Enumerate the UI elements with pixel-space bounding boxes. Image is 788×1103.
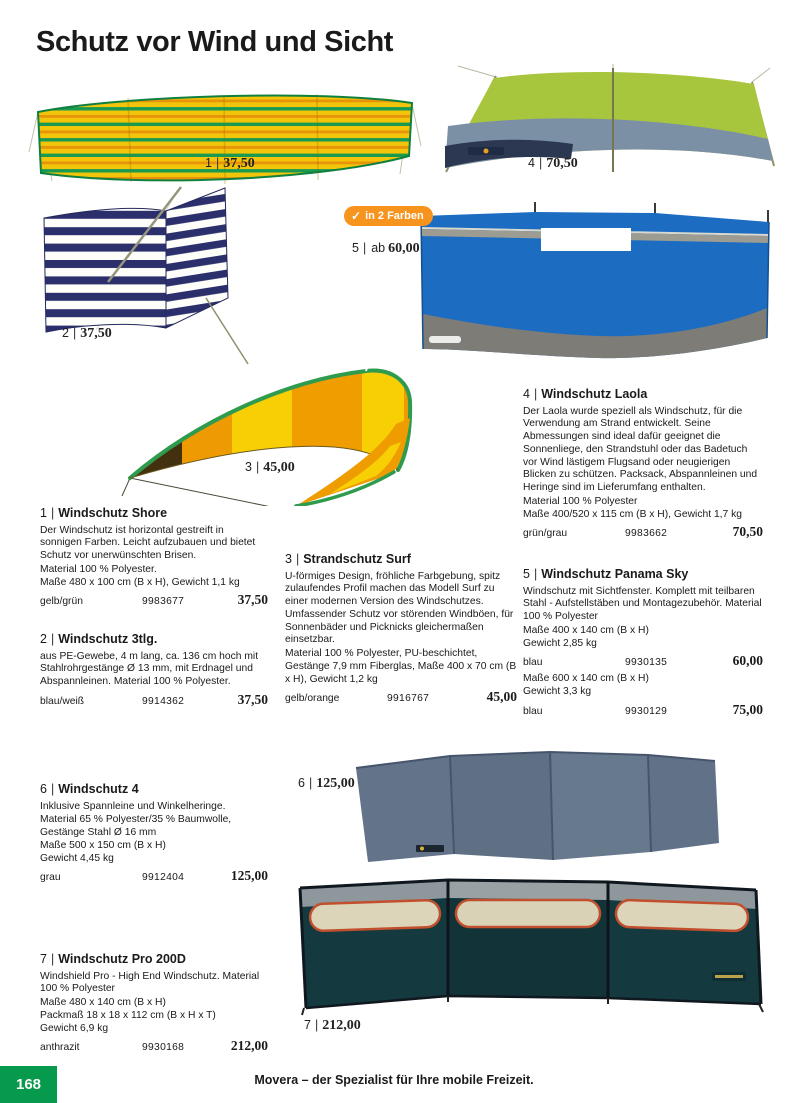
variant-color: grau <box>40 872 61 884</box>
price-row <box>40 1038 268 1055</box>
price-row <box>285 689 517 706</box>
product-image-2-windschutz-3tlg <box>38 178 266 371</box>
article-number: 9916767 <box>387 693 430 705</box>
product-block-6 <box>40 782 268 885</box>
product-spec: Gewicht 4,45 kg <box>40 852 114 864</box>
product-heading <box>40 782 268 798</box>
product-description: Der Laola wurde speziell als Windschutz, für die Verwendung am Strand entwickelt. Seine Abmessungen sind ideal dafür geeignet die Sonnenliege, den Strandstuhl oder das Badetuch vor Wind lästigem Flugsand oder neugierigen Blicken zu schützen. Packsack, Abspannleinen und Heringe sind im Lieferumfang enthalten. <box>523 405 758 494</box>
product-spec: Material 100 % Polyester. <box>40 563 157 575</box>
product-spec: Maße 400/520 x 115 cm (B x H), Gewicht 1,7 kg <box>523 508 742 520</box>
price-row <box>40 592 268 609</box>
product-spec: Gestänge Stahl Ø 16 mm <box>40 827 157 839</box>
variant-weight: Gewicht 3,3 kg <box>523 685 592 697</box>
article-number: 9914362 <box>142 695 185 707</box>
product-description: Inklusive Spannleine und Winkelheringe. <box>40 800 226 812</box>
product-number: 1 <box>40 506 47 520</box>
product-number: 7 <box>40 952 47 966</box>
label-price: 37,50 <box>80 326 112 341</box>
product-spec: Packmaß 18 x 18 x 112 cm (B x H x T) <box>40 1009 216 1021</box>
label-separator: | <box>362 241 367 255</box>
price: 37,50 <box>237 592 268 608</box>
product-block-2 <box>40 632 268 709</box>
variant-color: gelb/orange <box>285 693 340 705</box>
variant-color: blau <box>523 705 543 717</box>
product-name: Strandschutz Surf <box>303 552 411 566</box>
label-number: 2 <box>62 326 69 340</box>
label-price: 60,00 <box>388 241 420 256</box>
heading-separator: | <box>50 506 55 520</box>
label-number: 7 <box>304 1018 311 1032</box>
variant-color: anthrazit <box>40 1042 80 1054</box>
variant-color: grün/grau <box>523 528 568 540</box>
heading-separator: | <box>533 567 538 581</box>
product-number: 5 <box>523 567 530 581</box>
product-spec: Material 100 % Polyester, PU-beschichtet, Gestänge 7,9 mm Fiberglas, Maße 400 x 70 cm (B x H), Gewicht 1,2 kg <box>285 648 517 685</box>
product-heading <box>523 387 763 403</box>
price: 75,00 <box>732 701 763 717</box>
article-number: 9912404 <box>142 872 185 884</box>
price-row <box>523 524 763 541</box>
article-number: 9930135 <box>625 657 668 669</box>
product-description: Der Windschutz ist horizontal gestreift in sonnigen Farben. Leicht aufzubauen und bietet Schutz vor unerwünschten Brisen. <box>40 524 256 562</box>
price: 212,00 <box>230 1038 268 1054</box>
label-separator: | <box>72 326 77 340</box>
check-icon: ✓ <box>351 209 362 223</box>
product-number: 4 <box>523 387 530 401</box>
label-price: 125,00 <box>316 776 355 791</box>
product-block-5 <box>523 567 763 718</box>
product-name: Windschutz Pro 200D <box>58 952 186 966</box>
product-heading <box>40 632 268 648</box>
heading-separator: | <box>50 952 55 966</box>
product-heading <box>40 506 268 522</box>
heading-separator: | <box>295 552 300 566</box>
label-price: 37,50 <box>223 156 255 171</box>
product-image-4-windschutz-laola <box>418 62 786 179</box>
label-price: 45,00 <box>263 460 295 475</box>
price-row <box>523 653 763 670</box>
label-separator: | <box>255 460 260 474</box>
product-spec: Material 65 % Polyester/35 % Baumwolle, <box>40 814 232 826</box>
article-number: 9930129 <box>625 705 668 717</box>
label-separator: | <box>538 156 543 170</box>
product-image-5-windschutz-panama-sky <box>413 198 785 388</box>
variant-color: blau <box>523 657 543 669</box>
product-heading <box>40 952 268 968</box>
variant-color: blau/weiß <box>40 695 85 707</box>
variant-weight: Gewicht 2,85 kg <box>523 637 597 649</box>
product-name: Windschutz Panama Sky <box>541 567 689 581</box>
variant-size: Maße 600 x 140 cm (B x H) <box>523 673 649 685</box>
product-block-4 <box>523 387 763 541</box>
heading-separator: | <box>533 387 538 401</box>
product-spec: Gewicht 6,9 kg <box>40 1022 109 1034</box>
product-spec: Material 100 % Polyester <box>523 495 638 507</box>
price: 70,50 <box>732 524 763 540</box>
label-separator: | <box>215 156 220 170</box>
product-image-7-windschutz-pro-200d <box>288 868 772 1021</box>
heading-separator: | <box>50 632 55 646</box>
product-number: 3 <box>285 552 292 566</box>
product-description: U-förmiges Design, fröhliche Farbgebung, spitz zulaufendes Profil machen das Modell Surf zu einer modernen Version des Windschutzes. Umfassender Schutz vor störenden Windböen, für Sonnenbäder und Picknicks gleichermaßen einsetzbar. <box>285 570 514 646</box>
price: 60,00 <box>732 653 763 669</box>
label-number: 6 <box>298 776 305 790</box>
price: 37,50 <box>237 691 268 707</box>
price-row <box>523 702 763 719</box>
label-separator: | <box>308 776 313 790</box>
product-spec: Maße 480 x 140 cm (B x H) <box>40 997 166 1009</box>
page-number: 168 <box>15 1076 42 1093</box>
product-block-7 <box>40 952 268 1055</box>
label-price: 212,00 <box>322 1018 361 1033</box>
product-image-1-windschutz-shore <box>28 84 423 189</box>
product-heading <box>523 567 763 583</box>
product-name: Windschutz Shore <box>58 506 168 520</box>
product-spec: Maße 500 x 150 cm (B x H) <box>40 839 166 851</box>
article-number: 9983662 <box>625 528 668 540</box>
price-row <box>40 692 268 709</box>
product-description: aus PE-Gewebe, 4 m lang, ca. 136 cm hoch mit Stahlrohrgestänge Ø 13 mm, mit Erdnagel und Abspannleinen. Material 100 % Polyester. <box>40 650 259 688</box>
label-number: 1 <box>205 156 212 170</box>
variant-color: gelb/grün <box>40 596 83 608</box>
product-block-3 <box>285 552 517 706</box>
page-title: Schutz vor Wind und Sicht <box>36 26 394 58</box>
article-number: 9983677 <box>142 596 185 608</box>
product-spec: Maße 480 x 100 cm (B x H), Gewicht 1,1 kg <box>40 576 240 588</box>
badge-text: in 2 Farben <box>365 210 424 222</box>
product-name: Windschutz 3tlg. <box>58 632 158 646</box>
image-price-label-5 <box>352 241 420 257</box>
image-price-label-4 <box>528 156 578 172</box>
image-price-label-1 <box>205 156 255 172</box>
price: 45,00 <box>486 689 517 705</box>
price-row <box>40 868 268 885</box>
label-number: 4 <box>528 156 535 170</box>
article-number: 9930168 <box>142 1042 185 1054</box>
product-block-1 <box>40 506 268 609</box>
label-number: 5 <box>352 241 359 255</box>
product-description: Windschutz mit Sichtfenster. Komplett mit teilbaren Stahl - Aufstellstäben und Montagezubehör. Material 100 % Polyester <box>523 585 762 623</box>
label-price: 70,50 <box>546 156 578 171</box>
product-heading <box>285 552 517 568</box>
product-description: Windshield Pro - High End Windschutz. Material 100 % Polyester <box>40 970 260 995</box>
product-name: Windschutz 4 <box>58 782 139 796</box>
product-number: 2 <box>40 632 47 646</box>
heading-separator: | <box>50 782 55 796</box>
image-price-label-3 <box>245 460 295 476</box>
product-image-3-strandschutz-surf <box>118 358 440 511</box>
label-number: 3 <box>245 460 252 474</box>
variant-size: Maße 400 x 140 cm (B x H) <box>523 624 649 636</box>
image-price-label-6 <box>298 776 355 792</box>
color-variants-badge <box>344 206 433 226</box>
label-separator: | <box>314 1018 319 1032</box>
product-name: Windschutz Laola <box>541 387 648 401</box>
label-prefix: ab <box>371 241 386 255</box>
image-price-label-2 <box>62 326 112 342</box>
product-image-6-windschutz-4 <box>338 742 730 875</box>
price: 125,00 <box>230 868 268 884</box>
footer-tagline: Movera – der Spezialist für Ihre mobile Freizeit. <box>254 1073 534 1087</box>
product-number: 6 <box>40 782 47 796</box>
image-price-label-7 <box>304 1018 361 1034</box>
